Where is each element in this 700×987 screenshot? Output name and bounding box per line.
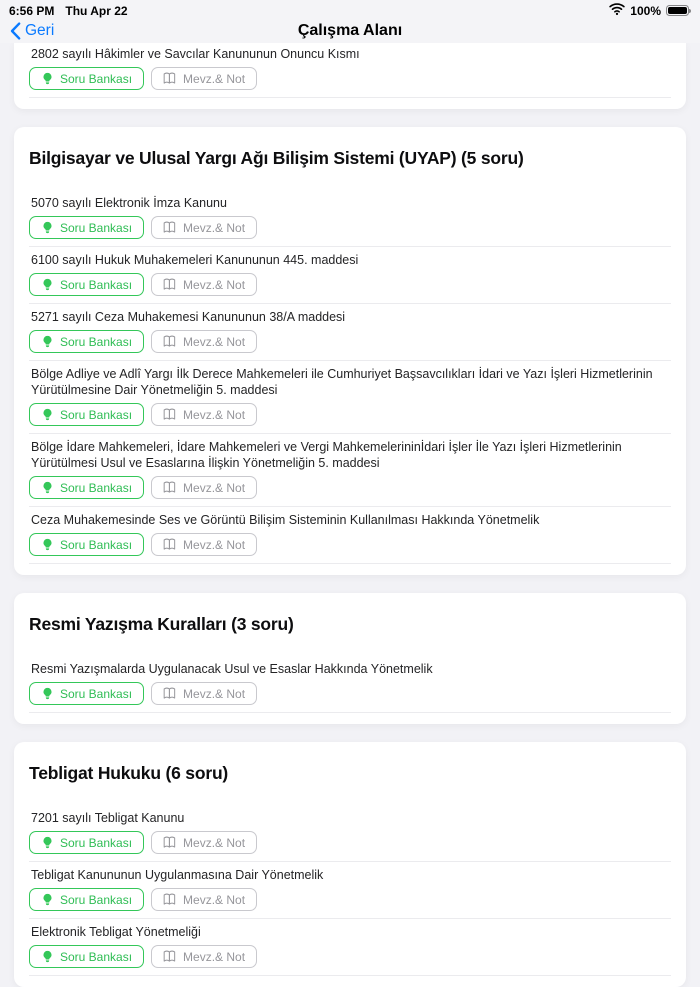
legislation-notes-label: Mevz.& Not [183, 407, 246, 422]
topic-actions [29, 945, 671, 968]
section-title: Bilgisayar ve Ulusal Yargı Ağı Bilişim Sistemi (UYAP) (5 soru) [29, 148, 524, 168]
question-bank-button[interactable] [29, 403, 144, 426]
legislation-notes-label: Mevz.& Not [183, 686, 246, 701]
topic-actions [29, 67, 671, 90]
topic-title: Elektronik Tebligat Yönetmeliği [31, 925, 201, 939]
book-icon [163, 481, 177, 494]
question-bank-label: Soru Bankası [60, 220, 133, 235]
topic-actions [29, 831, 671, 854]
legislation-notes-button[interactable] [151, 273, 257, 296]
topic-actions [29, 216, 671, 239]
topic-row [29, 635, 671, 713]
question-bank-button[interactable] [29, 67, 144, 90]
status-bar [0, 0, 700, 18]
legislation-notes-label: Mevz.& Not [183, 277, 246, 292]
topic-actions [29, 403, 671, 426]
question-bank-button[interactable] [29, 888, 144, 911]
question-bank-label: Soru Bankası [60, 334, 133, 349]
book-icon [163, 408, 177, 421]
top-header [0, 0, 700, 43]
legislation-notes-label: Mevz.& Not [183, 835, 246, 850]
section-title: Resmi Yazışma Kuralları (3 soru) [29, 614, 294, 634]
book-icon [163, 221, 177, 234]
topic-actions [29, 888, 671, 911]
book-icon [163, 538, 177, 551]
legislation-notes-button[interactable] [151, 67, 257, 90]
topic-title: Ceza Muhakemesinde Ses ve Görüntü Bilişim Sisteminin Kullanılması Hakkında Yönetmelik [31, 513, 540, 527]
topic-row [29, 862, 671, 919]
topic-actions [29, 273, 671, 296]
question-bank-label: Soru Bankası [60, 686, 133, 701]
status-time: 6:56 PM [9, 3, 55, 18]
topic-title: Bölge Adliye ve Adlî Yargı İlk Derece Mahkemeleri ile Cumhuriyet Başsavcılıkları İdari ve Yazı İşleri Hizmetlerinin Yürütülmesine Dair Yönetmeliğin 5. maddesi [31, 367, 653, 397]
book-icon [163, 687, 177, 700]
question-bank-button[interactable] [29, 533, 144, 556]
lightbulb-icon [41, 72, 54, 85]
lightbulb-icon [41, 893, 54, 906]
wifi-icon [609, 3, 625, 18]
topic-title: 6100 sayılı Hukuk Muhakemeleri Kanununun 445. maddesi [31, 253, 359, 267]
navigation-bar [0, 18, 700, 43]
question-bank-button[interactable] [29, 476, 144, 499]
legislation-notes-button[interactable] [151, 330, 257, 353]
section-card [14, 742, 686, 987]
question-bank-label: Soru Bankası [60, 949, 133, 964]
lightbulb-icon [41, 687, 54, 700]
legislation-notes-button[interactable] [151, 403, 257, 426]
question-bank-label: Soru Bankası [60, 892, 133, 907]
topic-row [29, 247, 671, 304]
legislation-notes-button[interactable] [151, 888, 257, 911]
topic-title: 5070 sayılı Elektronik İmza Kanunu [31, 196, 227, 210]
lightbulb-icon [41, 221, 54, 234]
legislation-notes-button[interactable] [151, 831, 257, 854]
battery-percent: 100% [630, 3, 661, 18]
topic-row [29, 361, 671, 434]
topic-actions [29, 682, 671, 705]
topic-actions [29, 330, 671, 353]
topic-title: Resmi Yazışmalarda Uygulanacak Usul ve Esaslar Hakkında Yönetmelik [31, 662, 433, 676]
book-icon [163, 836, 177, 849]
question-bank-label: Soru Bankası [60, 277, 133, 292]
legislation-notes-label: Mevz.& Not [183, 480, 246, 495]
legislation-notes-button[interactable] [151, 682, 257, 705]
topic-row [29, 43, 671, 98]
legislation-notes-button[interactable] [151, 945, 257, 968]
topic-row [29, 919, 671, 976]
question-bank-label: Soru Bankası [60, 480, 133, 495]
lightbulb-icon [41, 335, 54, 348]
topic-title: Bölge İdare Mahkemeleri, İdare Mahkemeleri ve Vergi Mahkemelerininİdari İşler İle Yazı İşleri Hizmetlerinin Yürütülmesi Usul ve Esaslarına İlişkin Yönetmeliğin 5. maddesi [31, 440, 622, 470]
lightbulb-icon [41, 950, 54, 963]
section-card [14, 127, 686, 575]
lightbulb-icon [41, 278, 54, 291]
topic-title: 5271 sayılı Ceza Muhakemesi Kanununun 38/A maddesi [31, 310, 346, 324]
back-button[interactable] [10, 22, 54, 40]
legislation-notes-button[interactable] [151, 533, 257, 556]
chevron-left-icon [10, 22, 21, 40]
back-label: Geri [25, 21, 55, 39]
question-bank-label: Soru Bankası [60, 537, 133, 552]
question-bank-button[interactable] [29, 330, 144, 353]
lightbulb-icon [41, 538, 54, 551]
book-icon [163, 335, 177, 348]
lightbulb-icon [41, 836, 54, 849]
question-bank-button[interactable] [29, 216, 144, 239]
status-date: Thu Apr 22 [65, 3, 128, 18]
topic-title: 2802 sayılı Hâkimler ve Savcılar Kanununun Onuncu Kısmı [31, 47, 360, 61]
question-bank-button[interactable] [29, 945, 144, 968]
topic-actions [29, 476, 671, 499]
topic-title: Tebligat Kanununun Uygulanmasına Dair Yönetmelik [31, 868, 324, 882]
legislation-notes-label: Mevz.& Not [183, 537, 246, 552]
book-icon [163, 893, 177, 906]
question-bank-label: Soru Bankası [60, 835, 133, 850]
topic-actions [29, 533, 671, 556]
topic-row [29, 507, 671, 564]
topic-row [29, 169, 671, 247]
legislation-notes-label: Mevz.& Not [183, 949, 246, 964]
topic-row [29, 434, 671, 507]
question-bank-button[interactable] [29, 682, 144, 705]
book-icon [163, 72, 177, 85]
book-icon [163, 278, 177, 291]
lightbulb-icon [41, 481, 54, 494]
book-icon [163, 950, 177, 963]
question-bank-button[interactable] [29, 831, 144, 854]
topic-row [29, 784, 671, 862]
section-title: Tebligat Hukuku (6 soru) [29, 763, 229, 783]
question-bank-label: Soru Bankası [60, 407, 133, 422]
legislation-notes-label: Mevz.& Not [183, 220, 246, 235]
question-bank-button[interactable] [29, 273, 144, 296]
topic-row [29, 304, 671, 361]
topic-title: 7201 sayılı Tebligat Kanunu [31, 811, 185, 825]
lightbulb-icon [41, 408, 54, 421]
legislation-notes-label: Mevz.& Not [183, 892, 246, 907]
page-title: Çalışma Alanı [297, 21, 403, 39]
battery-icon [666, 5, 689, 16]
legislation-notes-button[interactable] [151, 216, 257, 239]
legislation-notes-label: Mevz.& Not [183, 334, 246, 349]
section-card [14, 593, 686, 724]
legislation-notes-label: Mevz.& Not [183, 71, 246, 86]
legislation-notes-button[interactable] [151, 476, 257, 499]
question-bank-label: Soru Bankası [60, 71, 133, 86]
section-card [14, 43, 686, 109]
